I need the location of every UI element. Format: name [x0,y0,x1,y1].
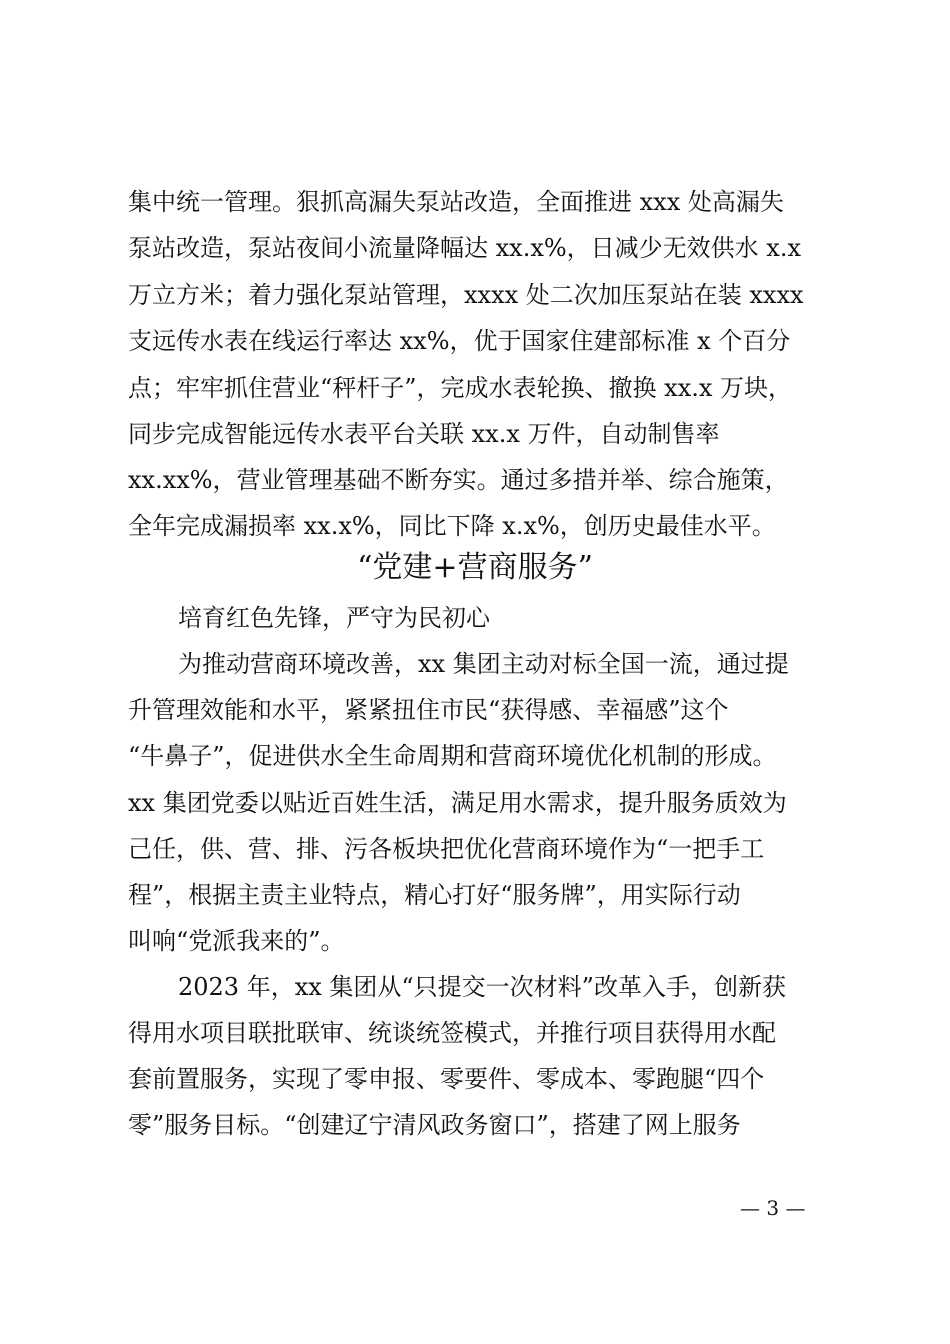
text-line: 泵站改造，泵站夜间小流量降幅达 xx.x%，日减少无效供水 x.x [128,234,801,262]
text-line: 全年完成漏损率 xx.x%，同比下降 x.x%，创历史最佳水平。 [128,512,776,540]
text-line: 得用水项目联批联审、统谈统签模式，并推行项目获得用水配 [128,1019,776,1047]
text-line: 升管理效能和水平，紧紧扭住市民“获得感、幸福感”这个 [128,696,729,724]
text-line: 程”，根据主责主业特点，精心打好“服务牌”，用实际行动 [128,881,741,909]
text-line: xx 集团党委以贴近百姓生活，满足用水需求，提升服务质效为 [128,789,787,817]
page-number: — 3 — [740,1196,806,1220]
text-line: 己任，供、营、排、污各板块把优化营商环境作为“一把手工 [128,835,765,863]
text-line: 零”服务目标。“创建辽宁清风政务窗口”，搭建了网上服务 [128,1111,741,1139]
text-line: 万立方米；着力强化泵站管理，xxxx 处二次加压泵站在装 xxxx [128,281,804,309]
text-line: 为推动营商环境改善，xx 集团主动对标全国一流，通过提 [178,650,789,678]
section-title: “党建+营商服务” [357,550,593,585]
section-subtitle: 培育红色先锋，严守为民初心 [178,604,490,632]
text-line: 集中统一管理。狠抓高漏失泵站改造，全面推进 xxx 处高漏失 [128,188,784,216]
text-line: 叫响“党派我来的”。 [128,927,345,955]
text-line: xx.xx%，营业管理基础不断夯实。通过多措并举、综合施策， [128,466,789,494]
text-line: 支远传水表在线运行率达 xx%，优于国家住建部标准 x 个百分 [128,327,791,355]
text-line: 套前置服务，实现了零申报、零要件、零成本、零跑腿“四个 [128,1065,765,1093]
text-line: 2023 年，xx 集团从“只提交一次材料”改革入手，创新获 [178,973,786,1001]
text-line: “牛鼻子”，促进供水全生命周期和营商环境优化机制的形成。 [128,742,777,770]
text-line: 点；牢牢抓住营业“秤杆子”，完成水表轮换、撤换 xx.x 万块， [128,374,793,402]
text-line: 同步完成智能远传水表平台关联 xx.x 万件，自动制售率 [128,420,720,448]
